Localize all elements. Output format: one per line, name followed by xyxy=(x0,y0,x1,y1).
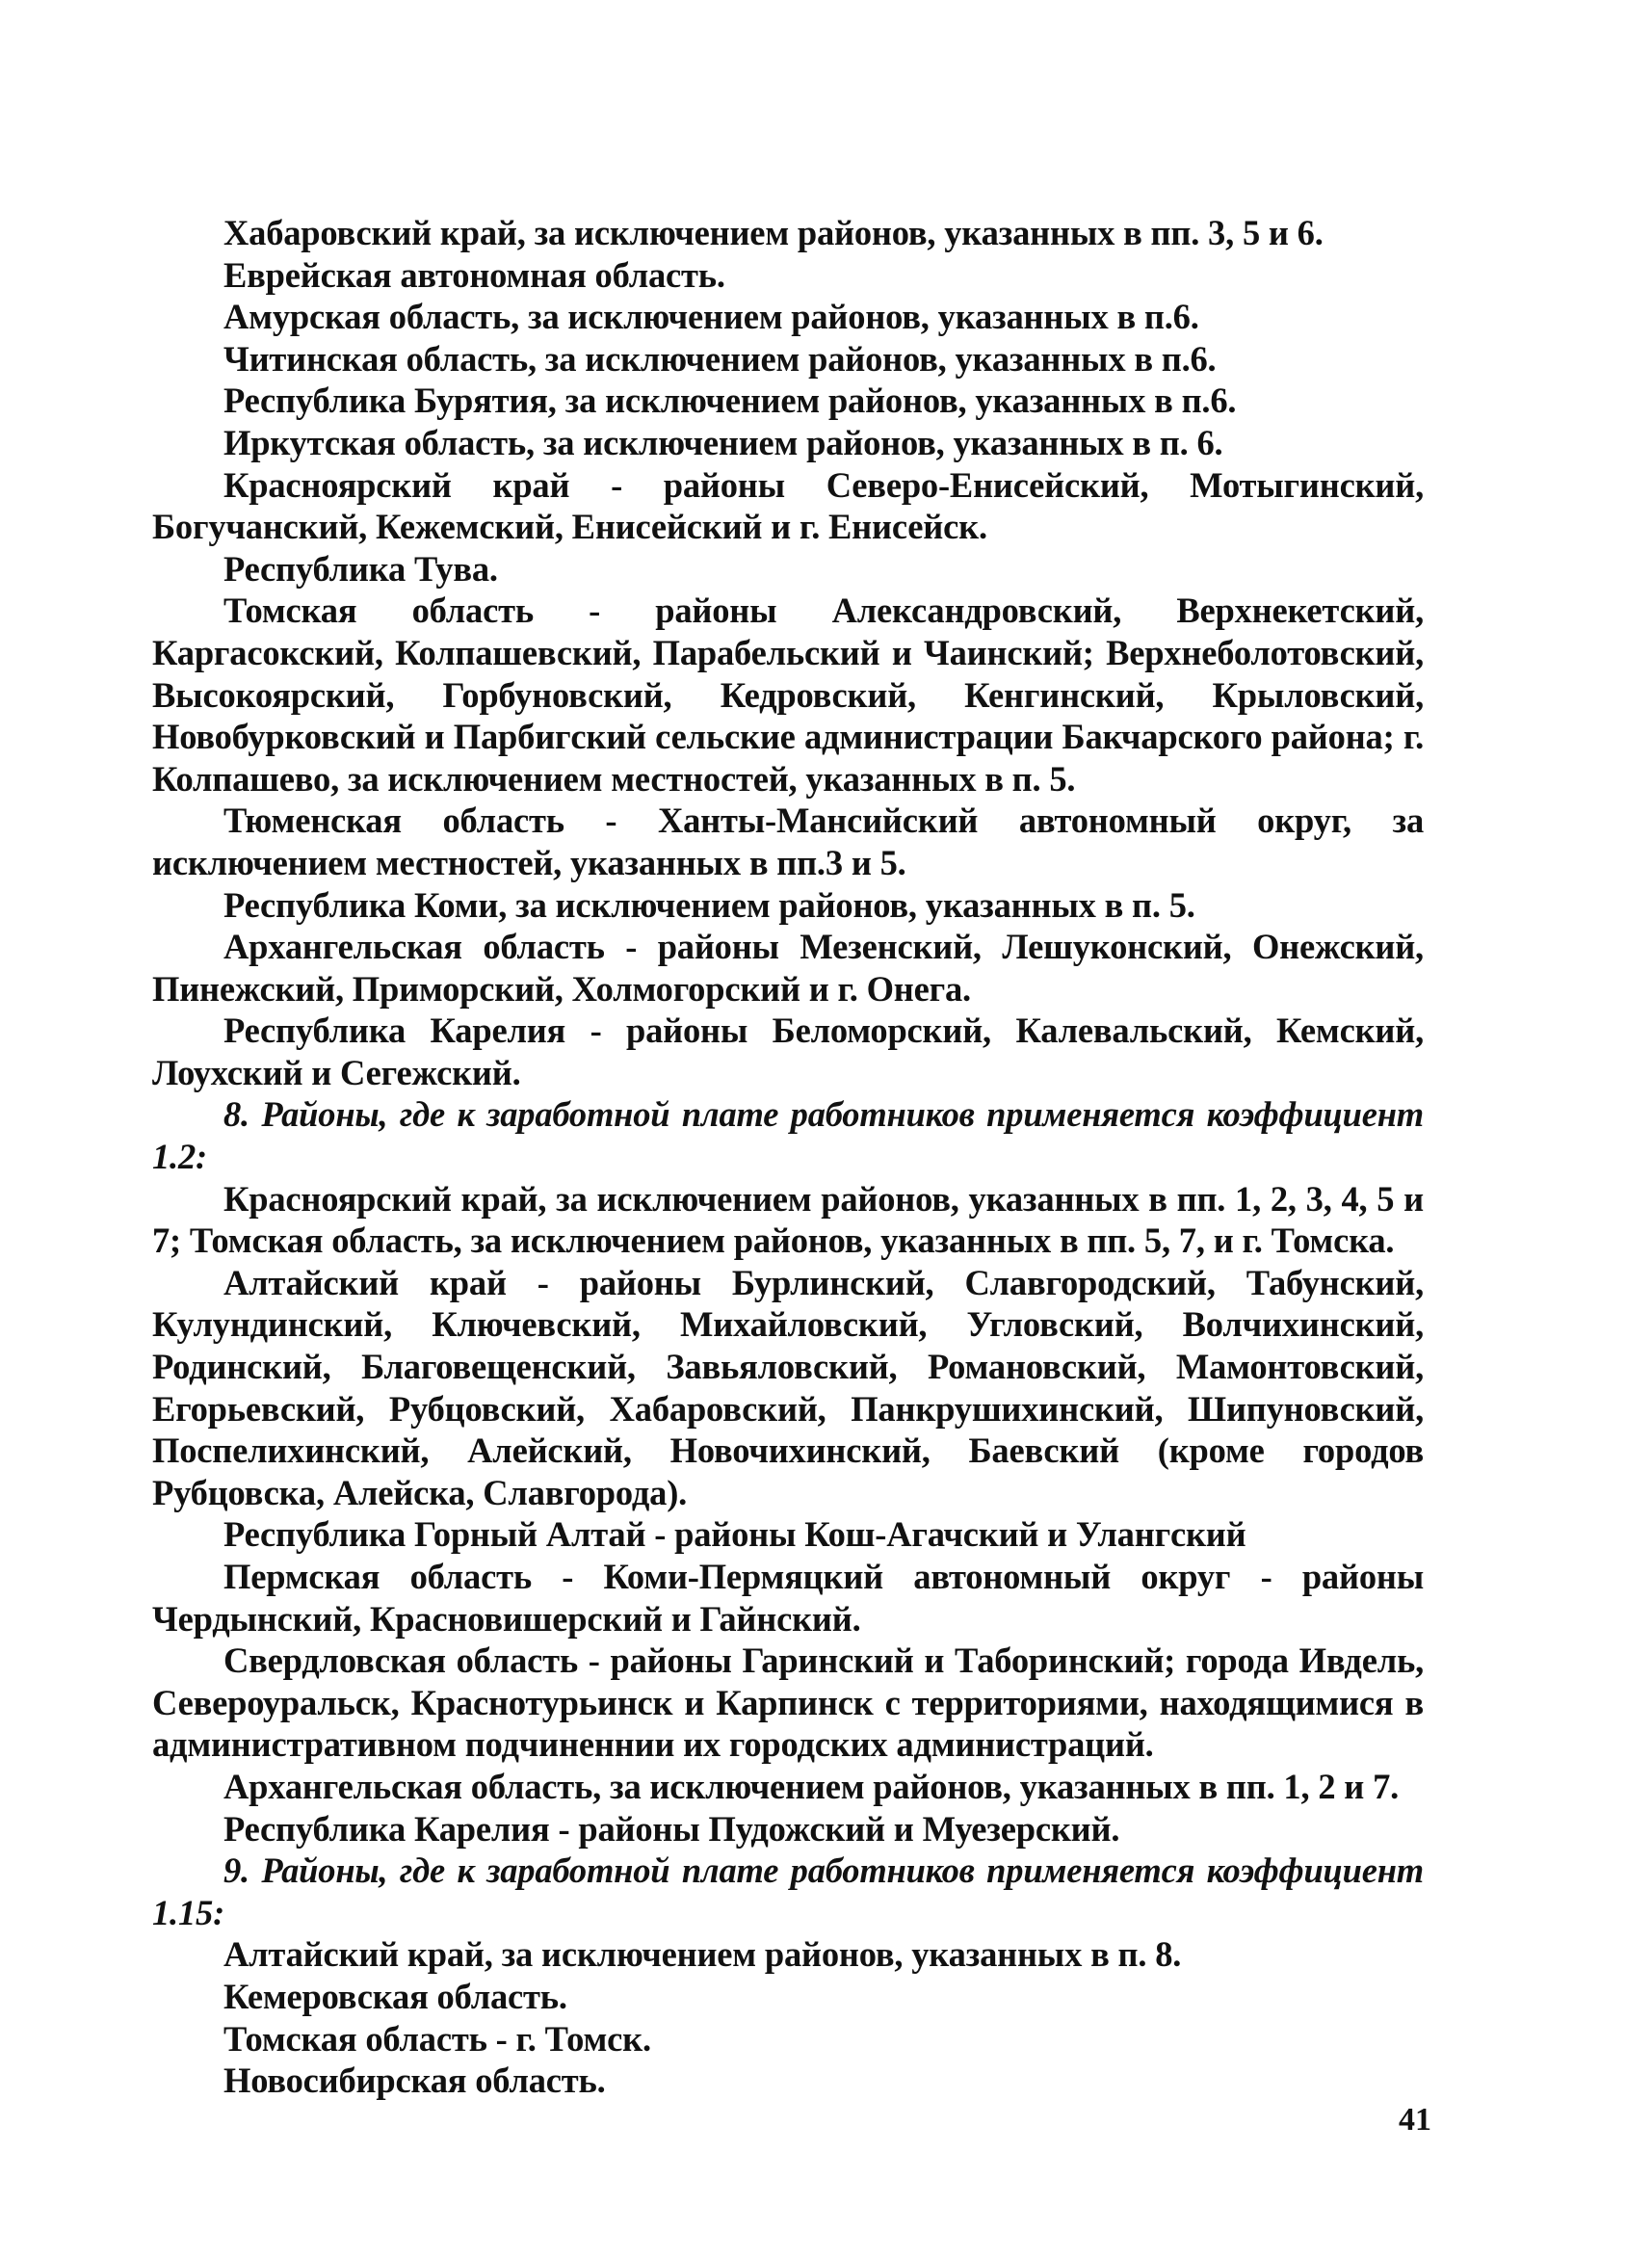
paragraph-krasnoyarsk-tomsk: Красноярский край, за исключением районов, указанных в пп. 1, 2, 3, 4, 5 и 7; Томская область, за исключением районов, указанных в пп. 5, 7, и г. Томска. xyxy=(152,1178,1424,1261)
paragraph-tuva: Республика Тува. xyxy=(223,548,498,589)
section-heading-8: 8. Районы, где к заработной плате работников применяется коэффициент 1.2: xyxy=(152,1094,1424,1177)
paragraph-altai-krai: Алтайский край - районы Бурлинский, Славгородский, Табунский, Кулундинский, Ключевский, Михайловский, Угловский, Волчихинский, Родинский, Благовещенский, Завьяловский, Романовский, Мамонтовский, Егорьевский, Рубцовский, Хабаровский, Панкрушихинский, Шипуновский, Поспелихинский, Алейский, Новочихинский, Баевский (кроме городов Рубцовска, Алейска, Славгорода). xyxy=(152,1262,1424,1512)
paragraph-tomsk-city: Томская область - г. Томск. xyxy=(223,2018,651,2059)
paragraph-perm: Пермская область - Коми-Пермяцкий автономный округ - районы Чердынский, Красновишерский и Гайнский. xyxy=(152,1557,1424,1639)
paragraph-karelia: Республика Карелия - районы Беломорский, Калевальский, Кемский, Лоухский и Сегежский. xyxy=(152,1010,1424,1092)
paragraph-novosibirsk: Новосибирская область. xyxy=(223,2060,606,2101)
paragraph-chita: Читинская область, за исключением районов, указанных в п.6. xyxy=(223,338,1217,379)
paragraph-arkhangelsk: Архангельская область - районы Мезенский, Лешуконский, Онежский, Пинежский, Приморский, Холмогорский и г. Онега. xyxy=(152,927,1424,1009)
paragraph-altai-krai-2: Алтайский край, за исключением районов, указанных в п. 8. xyxy=(223,1934,1182,1975)
paragraph-tomsk: Томская область - районы Александровский, Верхнекетский, Каргасокский, Колпашевский, Парабельский и Чаинский; Верхнеболотовский, Высокоярский, Горбуновский, Кедровский, Кенгинский, Крыловский, Новобурковский и Парбигский сельские администрации Бакчарского района; г. Колпашево, за исключением местностей, указанных в п. 5. xyxy=(152,590,1424,799)
paragraph-komi: Республика Коми, за исключением районов, указанных в п. 5. xyxy=(223,884,1195,925)
paragraph-kemerovo: Кемеровская область. xyxy=(223,1976,567,2016)
paragraph-gorny-altai: Республика Горный Алтай - районы Кош-Агачский и Улангский xyxy=(223,1514,1246,1555)
paragraph-amur: Амурская область, за исключением районов, указанных в п.6. xyxy=(223,297,1199,337)
paragraph-irkutsk: Иркутская область, за исключением районов, указанных в п. 6. xyxy=(223,422,1223,462)
paragraph-khabarovsk: Хабаровский край, за исключением районов, указанных в пп. 3, 5 и 6. xyxy=(223,213,1324,252)
page-number: 41 xyxy=(1399,2102,1431,2138)
paragraph-sverdlovsk: Свердловская область - районы Гаринский и Таборинский; города Ивдель, Североуральск, Краснотурьинск и Карпинск с территориями, находящимися в административном подчиненнии их городских администраций. xyxy=(152,1640,1424,1765)
section-heading-9: 9. Районы, где к заработной плате работников применяется коэффициент 1.15: xyxy=(152,1850,1424,1932)
paragraph-karelia-2: Республика Карелия - районы Пудожский и Муезерский. xyxy=(223,1808,1120,1849)
document-body xyxy=(152,212,1424,2102)
paragraph-arkhangelsk-2: Архангельская область, за исключением районов, указанных в пп. 1, 2 и 7. xyxy=(223,1766,1400,1806)
paragraph-krasnoyarsk: Красноярский край - районы Северо-Енисейский, Мотыгинский, Богучанский, Кежемский, Енисейский и г. Енисейск. xyxy=(152,464,1424,547)
paragraph-jewish-ao: Еврейская автономная область. xyxy=(223,254,725,295)
paragraph-tyumen: Тюменская область - Ханты-Мансийский автономный округ, за исключением местностей, указанных в пп.3 и 5. xyxy=(152,800,1424,882)
paragraph-buryatia: Республика Бурятия, за исключением районов, указанных в п.6. xyxy=(223,381,1237,421)
